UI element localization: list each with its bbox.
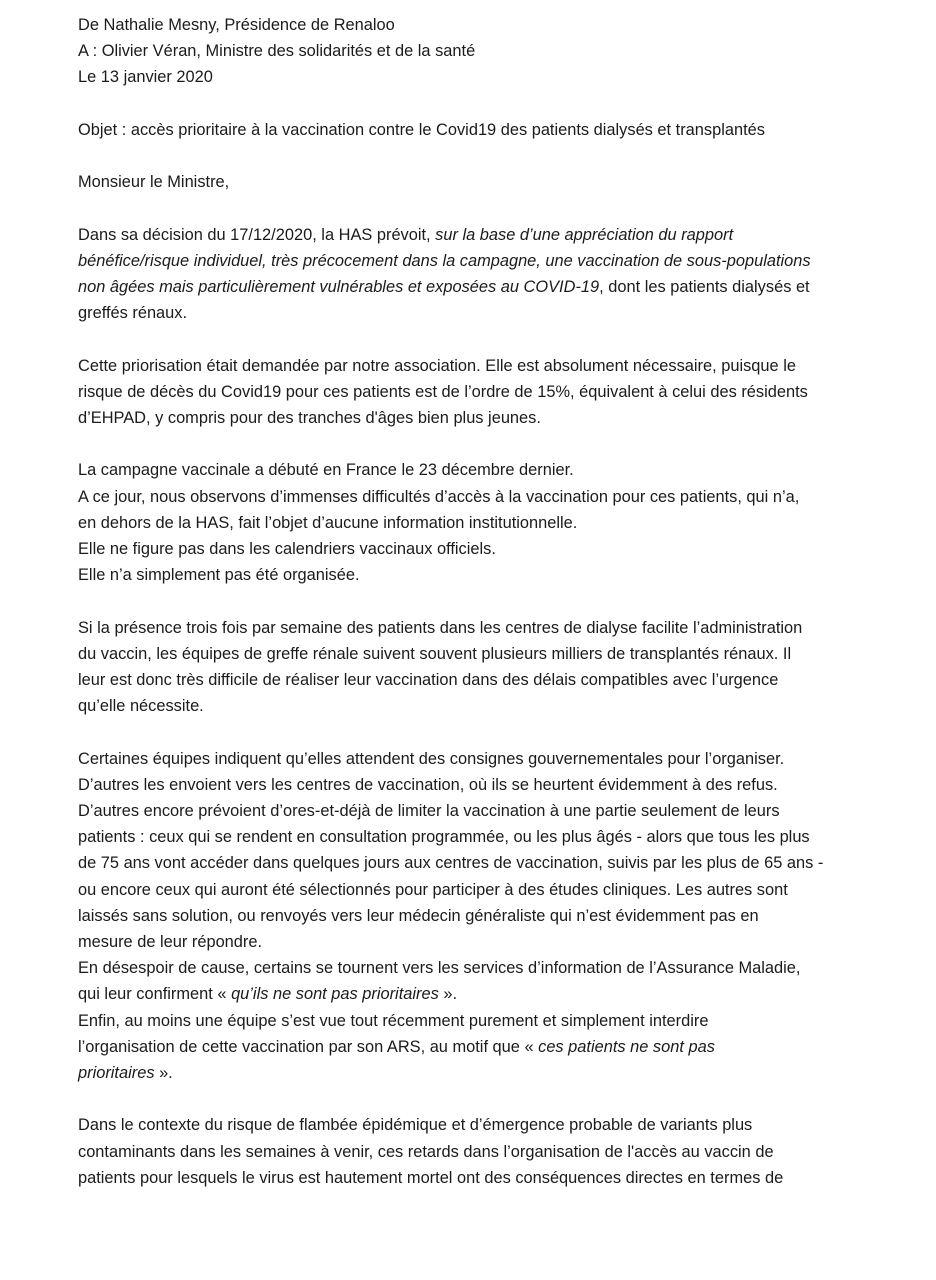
letter-header [78, 12, 878, 91]
paragraph-line: ou encore ceux qui auront été sélectionnés pour participer à des études cliniques. Les autres sont [78, 880, 788, 899]
spacer [78, 326, 878, 352]
paragraph-3 [78, 457, 878, 588]
salutation: Monsieur le Ministre, [78, 173, 230, 192]
paragraph-4 [78, 615, 878, 720]
paragraph-6 [78, 1112, 878, 1191]
paragraph-line: Elle ne figure pas dans les calendriers vaccinaux officiels. [78, 539, 496, 558]
text-run: , dont les patients dialysés et [599, 277, 810, 296]
text-run: l’organisation de cette vaccination par son ARS, au motif que « [78, 1037, 539, 1056]
paragraph-line: qu’elle nécessite. [78, 697, 204, 716]
paragraph-line: laissés sans solution, ou renvoyés vers leur médecin généraliste qui n’est évidemment pas en [78, 906, 759, 925]
spacer [78, 719, 878, 745]
paragraph-line: En désespoir de cause, certains se tournent vers les services d’information de l’Assurance Maladie, [78, 959, 801, 978]
paragraph-line: d’EHPAD, y compris pour des tranches d'âges bien plus jeunes. [78, 408, 541, 427]
italic-run: qu’ils ne sont pas prioritaires [231, 985, 439, 1004]
paragraph-line: mesure de leur répondre. [78, 933, 263, 951]
paragraph-line: en dehors de la HAS, fait l’objet d’aucune information institutionnelle. [78, 513, 578, 532]
paragraph-line [78, 1034, 878, 1060]
paragraph-line: Certaines équipes indiquent qu’elles attendent des consignes gouvernementales pour l’organiser. [78, 749, 785, 768]
letter-page [78, 12, 878, 1191]
paragraph-line [78, 248, 878, 274]
paragraph-line: risque de décès du Covid19 pour ces patients est de l’ordre de 15%, équivalent à celui des résidents [78, 382, 808, 401]
paragraph-line: Elle n’a simplement pas été organisée. [78, 566, 360, 585]
paragraph-line: Dans le contexte du risque de flambée épidémique et d’émergence probable de variants plus [78, 1116, 753, 1135]
paragraph-line: Cette priorisation était demandée par notre association. Elle est absolument nécessaire, puisque le [78, 356, 796, 375]
spacer [78, 588, 878, 614]
paragraph-5 [78, 746, 878, 1087]
paragraph-line [78, 222, 878, 248]
spacer [78, 431, 878, 457]
paragraph-line [78, 1060, 878, 1086]
paragraph-line: D’autres les envoient vers les centres de vaccination, où ils se heurtent évidemment à des refus. [78, 775, 778, 794]
text-run: qui leur confirment « [78, 985, 232, 1004]
text-run: ». [438, 985, 458, 1004]
paragraph-line: Enfin, au moins une équipe s’est vue tout récemment purement et simplement interdire [78, 1011, 709, 1030]
spacer [78, 195, 878, 221]
spacer [78, 91, 878, 117]
paragraph-line: de 75 ans vont accéder dans quelques jours aux centres de vaccination, suivis par les plus de 65 ans - [78, 854, 824, 873]
italic-run: sur la base d’une appréciation du rapport [435, 225, 734, 244]
text-run: Dans sa décision du 17/12/2020, la HAS prévoit, [78, 225, 436, 244]
spacer [78, 143, 878, 169]
paragraph-line: du vaccin, les équipes de greffe rénale suivent souvent plusieurs milliers de transplantés rénaux. Il [78, 644, 792, 663]
paragraph-line: patients : ceux qui se rendent en consultation programmée, ou les plus âgés - alors que tous les plus [78, 828, 810, 847]
paragraph-line: greffés rénaux. [78, 304, 188, 323]
paragraph-line: A ce jour, nous observons d’immenses difficultés d’accès à la vaccination pour ces patients, qui n’a, [78, 487, 800, 506]
date-line: Le 13 janvier 2020 [78, 68, 213, 87]
italic-run: non âgées mais particulièrement vulnérables et exposées au COVID-19 [78, 277, 600, 296]
subject-line: Objet : accès prioritaire à la vaccination contre le Covid19 des patients dialysés et transplantés [78, 120, 765, 139]
text-run: ». [154, 1064, 173, 1083]
paragraph-line: Si la présence trois fois par semaine des patients dans les centres de dialyse facilite l’administration [78, 618, 803, 637]
paragraph-line [78, 981, 878, 1007]
paragraph-line: patients pour lesquels le virus est hautement mortel ont des conséquences directes en termes de [78, 1168, 784, 1187]
italic-run: prioritaires [78, 1064, 155, 1083]
spacer [78, 1086, 878, 1112]
paragraph-line: contaminants dans les semaines à venir, ces retards dans l’organisation de l'accès au vaccin de [78, 1142, 774, 1161]
paragraph-2 [78, 353, 878, 432]
recipient-line: A : Olivier Véran, Ministre des solidarités et de la santé [78, 42, 476, 61]
italic-run: ces patients ne sont pas [538, 1037, 715, 1056]
paragraph-line: La campagne vaccinale a débuté en France le 23 décembre dernier. [78, 461, 574, 480]
paragraph-1 [78, 222, 878, 327]
paragraph-line [78, 274, 878, 300]
italic-run: bénéfice/risque individuel, très précocement dans la campagne, une vaccination de sous-populations [78, 251, 811, 270]
paragraph-line: leur est donc très difficile de réaliser leur vaccination dans des délais compatibles avec l’urgence [78, 670, 779, 689]
paragraph-line: D’autres encore prévoient d’ores-et-déjà de limiter la vaccination à une partie seulement de leurs [78, 801, 780, 820]
sender-line: De Nathalie Mesny, Présidence de Renaloo [78, 16, 395, 34]
